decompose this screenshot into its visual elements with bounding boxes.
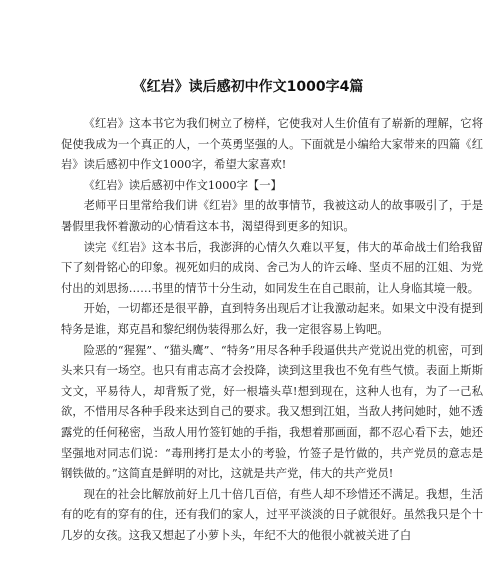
paragraph: 开始，一切都还是很平静，直到特务出现后才让我激动起来。如果文中没有提到特务是谁，郑克昌和黎纪纲伪装得那么好，我一定很容易上钩吧。 bbox=[61, 302, 483, 336]
paragraph: 现在的社会比解放前好上几十倍几百倍，有些人却不珍惜还不满足。我想，生活有的吃有的穿有的住，还有我们的家人，过平平淡淡的日子就很好。虽然我只是个十几岁的女孩。这我又想起了小萝卜头，年纪不大的他很小就被关进了白 bbox=[61, 487, 483, 542]
paragraph: 读完《红岩》这本书后，我澎湃的心情久久难以平复，伟大的革命战士们给我留下了刻骨铭心的印象。视死如归的成岗、舍己为人的许云峰、坚贞不屈的江姐、为党付出的刘思扬……书里的情节十分生动，如同发生在自己眼前，让人身临其境一般。 bbox=[61, 240, 483, 295]
article-body bbox=[61, 114, 483, 546]
page-title: 《红岩》读后感初中作文1000字4篇 bbox=[132, 79, 364, 95]
paragraph-intro: 《红岩》这本书它为我们树立了榜样，它使我对人生价值有了崭新的理解，它将促使我成为一个真正的人，一个英勇坚强的人。下面就是小编给大家带来的四篇《红岩》读后感初中作文1000字，希望大家喜欢! bbox=[61, 117, 483, 172]
paragraph: 险恶的“猩猩”、“猫头鹰”、“特务”用尽各种手段逼供共产党说出党的机密，可到头来只有一场空。也只有甫志高才会投降，读到这里我也不免有些气愤。表面上斯斯文文，平易待人，却背叛了党，好一根墙头草!想到现在，这种人也有，为了一己私欲，不惜用尽各种手段来达到自己的要求。我又想到江姐，当敌人拷问她时，她不透露党的任何秘密，当敌人用竹签钉她的手指，我想着那画面，都不忍心看下去，她还坚强地对同志们说：“毒刑拷打是太小的考验，竹签子是竹做的，共产党员的意志是钢铁做的。”这简直是鲜明的对比，这就是共产党，伟大的共产党员! bbox=[61, 343, 483, 481]
paragraph: 老师平日里常给我们讲《红岩》里的故事情节，我被这动人的故事吸引了，于是暑假里我怀着激动的心情看这本书，渴望得到更多的知识。 bbox=[61, 199, 483, 233]
section-heading: 《红岩》读后感初中作文1000字【一】 bbox=[83, 178, 282, 192]
